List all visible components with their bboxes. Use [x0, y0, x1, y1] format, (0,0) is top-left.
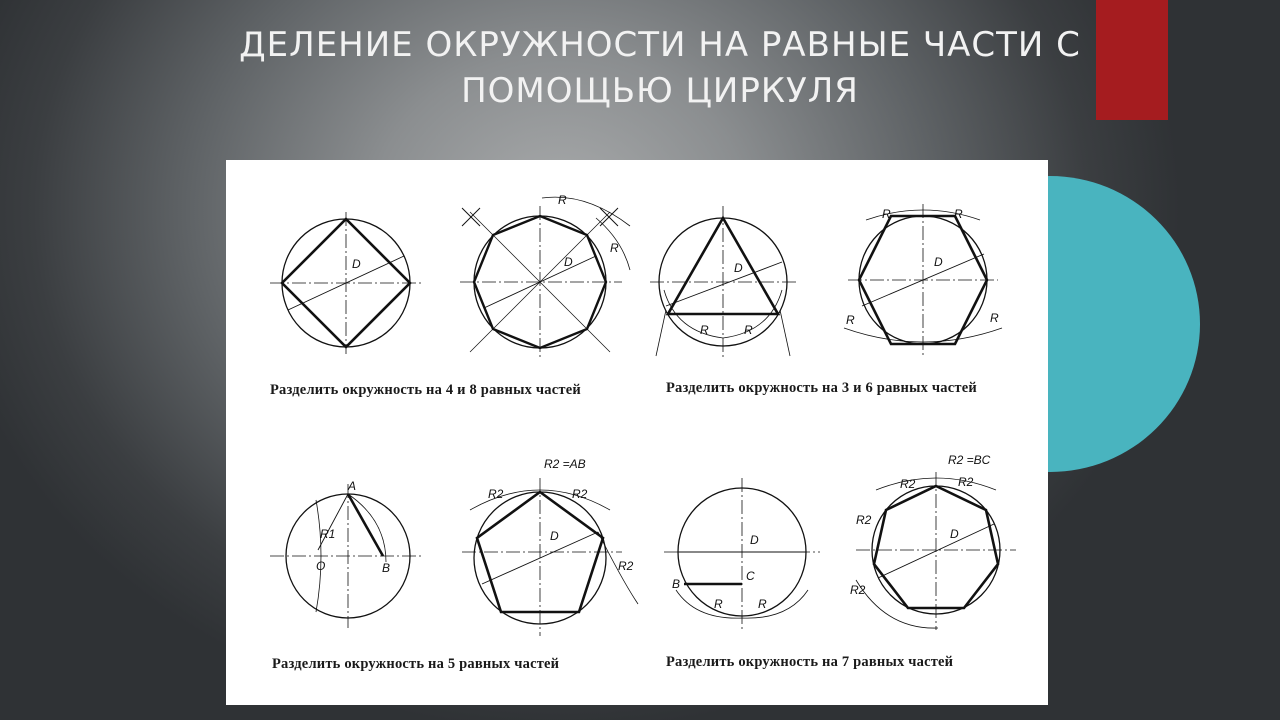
drawing-heptagon-construction: [664, 478, 820, 630]
diameter-label: D: [564, 255, 573, 269]
radius-r2-label-top-right: R2: [958, 475, 974, 489]
diameter-label: D: [734, 261, 743, 275]
radius-r2-label-right: R2: [572, 487, 588, 501]
radius-label-top: R: [558, 193, 567, 207]
slide-title: [180, 22, 1140, 114]
diameter-label: D: [352, 257, 361, 271]
drawing-heptagon: [850, 453, 1016, 630]
drawing-triangle: [650, 206, 796, 360]
r2-equals-ab-label: R2 =AB: [544, 457, 586, 471]
slide-title-line-1: ДЕЛЕНИЕ ОКРУЖНОСТИ НА РАВНЫЕ ЧАСТИ С: [239, 25, 1081, 65]
radius-label-left: R: [700, 323, 709, 337]
radius-label-side: R: [610, 241, 619, 255]
radius-r1-label: R1: [320, 527, 336, 541]
construction-figure: [226, 160, 1048, 705]
point-b-label: B: [672, 577, 681, 591]
red-accent-bar: [1096, 0, 1168, 120]
drawing-hexagon: [844, 204, 1002, 356]
caption-4-and-8-parts: Разделить окружность на 4 и 8 равных частей: [270, 382, 581, 398]
diameter-label: D: [750, 533, 759, 547]
radius-r2-label-left: R2: [488, 487, 504, 501]
radius-label-bottom-left: R: [846, 313, 855, 327]
drawing-pentagon-construction: [270, 479, 422, 628]
slide-title-line-2: ПОМОЩЬЮ ЦИРКУЛЯ: [461, 71, 859, 111]
radius-r2-label-side: R2: [618, 559, 634, 573]
drawing-octagon: [460, 193, 630, 358]
caption-5-parts: Разделить окружность на 5 равных частей: [272, 656, 560, 672]
radius-label-right: R: [758, 597, 767, 611]
point-a-label: A: [348, 479, 357, 493]
point-o-label: O: [316, 559, 326, 573]
radius-label-bottom-right: R: [990, 311, 999, 325]
drawing-square-in-circle: [270, 212, 422, 354]
radius-r2-label-left: R2: [856, 513, 872, 527]
point-c-label: C: [746, 569, 755, 583]
radius-label-top-left: R: [882, 207, 891, 221]
diameter-label: D: [550, 529, 559, 543]
point-b-label: B: [382, 561, 391, 575]
caption-7-parts: Разделить окружность на 7 равных частей: [666, 654, 954, 670]
construction-drawings: [226, 160, 1048, 705]
radius-label-left: R: [714, 597, 723, 611]
diameter-label: D: [950, 527, 959, 541]
radius-label-right: R: [744, 323, 753, 337]
drawing-pentagon: [462, 457, 638, 636]
diameter-label: D: [934, 255, 943, 269]
radius-r2-label-top-left: R2: [900, 477, 916, 491]
r2-equals-bc-label: R2 =BC: [948, 453, 991, 467]
caption-3-and-6-parts: Разделить окружность на 3 и 6 равных частей: [666, 380, 977, 396]
radius-r2-label-bottom-left: R2: [850, 583, 866, 597]
radius-label-top-right: R: [954, 207, 963, 221]
